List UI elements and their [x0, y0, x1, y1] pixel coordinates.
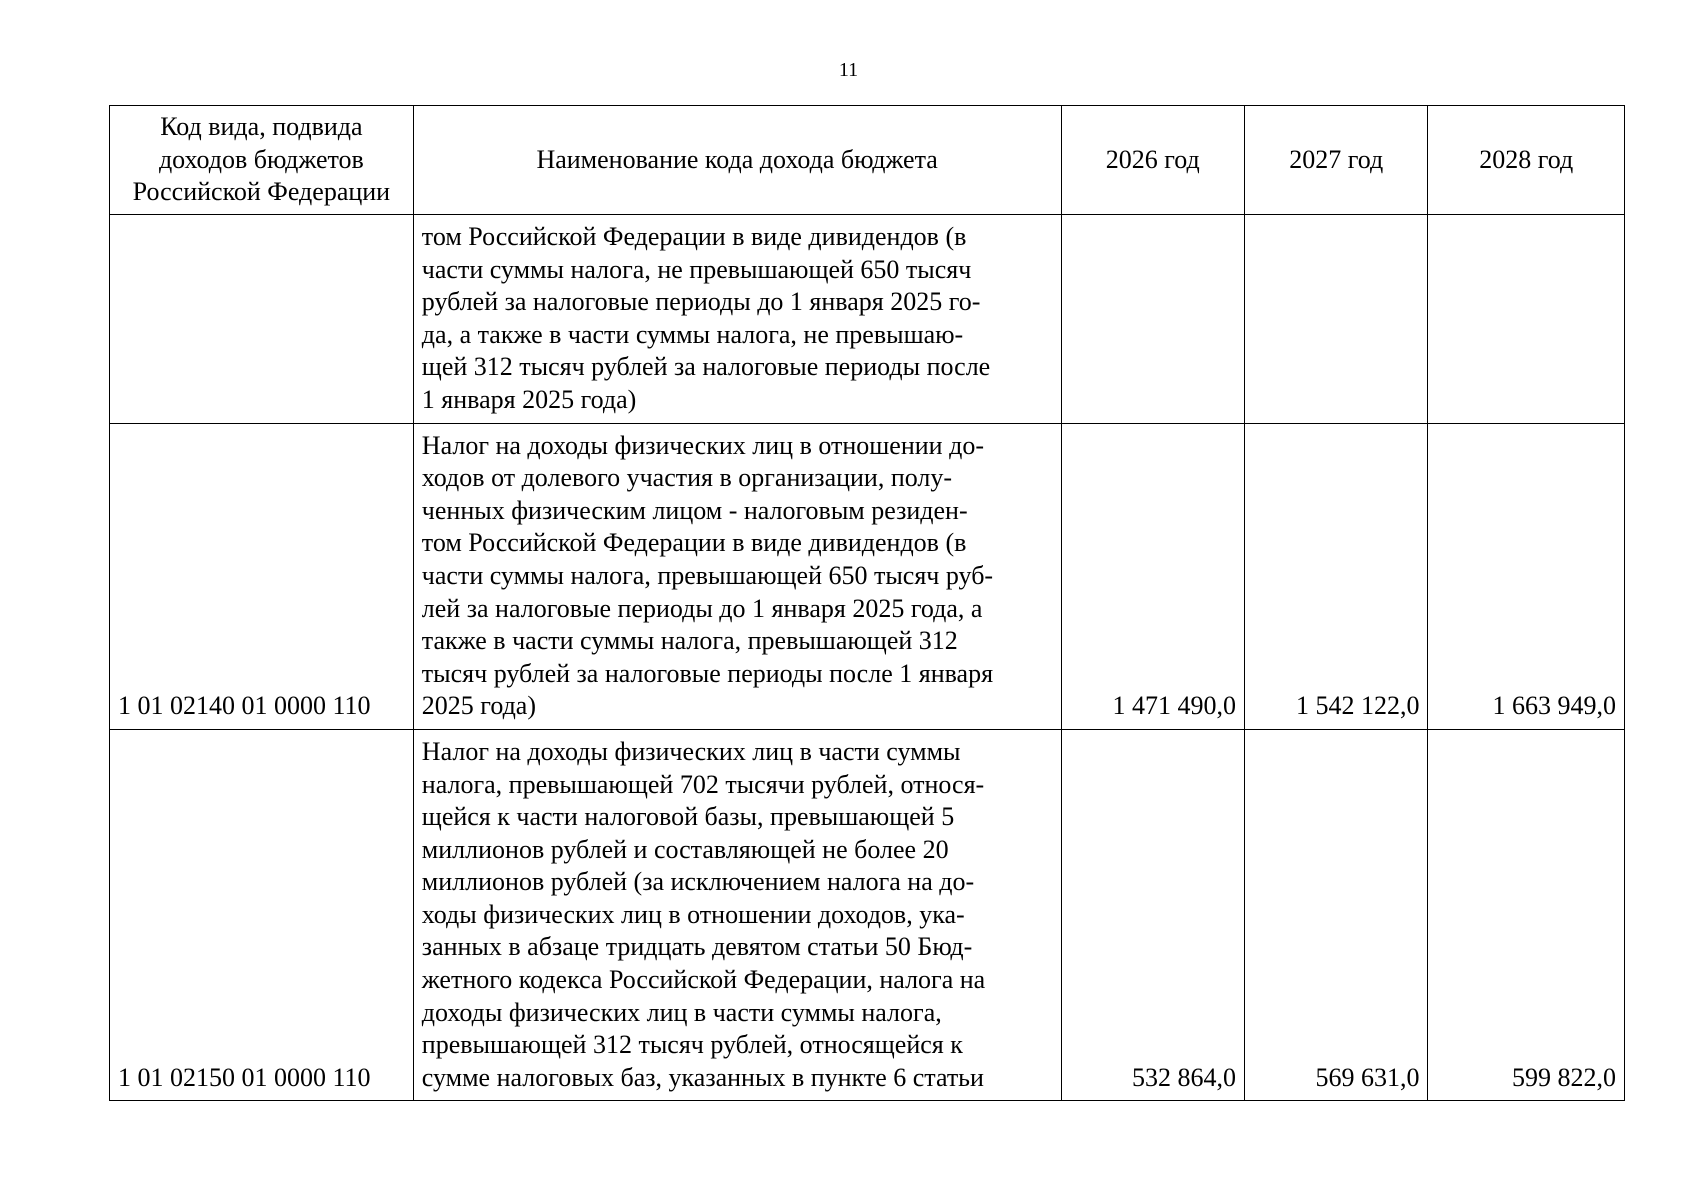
- row-name-cell: [413, 423, 1061, 729]
- row-name-cell: [413, 215, 1061, 424]
- row-name-line: том Российской Федерации в виде дивидендов (в: [421, 222, 967, 251]
- row-name-line: 1 января 2025 года): [421, 384, 637, 414]
- table-row: [110, 215, 1625, 424]
- row-name-line: 2025 года): [421, 691, 536, 721]
- row-code-cell: 1 01 02140 01 0000 110: [110, 423, 414, 729]
- row-name-line: да, а также в части суммы налога, не превышаю-: [421, 319, 964, 349]
- header-code-line-1: Код вида, подвида: [160, 112, 363, 142]
- row-name-line: щей 312 тысяч рублей за налоговые периоды после: [421, 352, 991, 382]
- table-row: [110, 423, 1625, 729]
- row-name-line: щейся к части налоговой базы, превышающей 5: [421, 802, 955, 832]
- page-number: 11: [838, 59, 859, 81]
- header-year-2028: 2028 год: [1428, 106, 1625, 215]
- row-name-cell: [413, 729, 1061, 1101]
- row-name-line: лей за налоговые периоды до 1 января 2025 года, а: [421, 593, 983, 623]
- row-name-line: превышающей 312 тысяч рублей, относящейся к: [421, 1030, 963, 1060]
- header-code-line-2: доходов бюджетов: [158, 144, 364, 174]
- table-row: [110, 729, 1625, 1101]
- row-amount-2026: 532 864,0: [1061, 729, 1244, 1101]
- header-year-2027: 2027 год: [1244, 106, 1427, 215]
- row-name-line: тысяч рублей за налоговые периоды после 1 января: [421, 658, 994, 688]
- row-name-line: ходов от долевого участия в организации, полу-: [421, 463, 953, 493]
- row-name-line: налога, превышающей 702 тысячи рублей, относя-: [421, 769, 985, 799]
- header-code: [110, 106, 414, 215]
- row-name-line: жетного кодекса Российской Федерации, налога на: [421, 965, 986, 995]
- row-name-line: Налог на доходы физических лиц в отношении до-: [421, 430, 984, 460]
- row-amount-2026: 1 471 490,0: [1061, 423, 1244, 729]
- row-code-cell: [110, 215, 414, 424]
- row-name-line: миллионов рублей и составляющей не более 20: [421, 834, 949, 864]
- row-amount-2026: [1061, 215, 1244, 424]
- row-name-line: том Российской Федерации в виде дивидендов (в: [421, 528, 967, 558]
- header-year-2026: 2026 год: [1061, 106, 1244, 215]
- row-name-line: рублей за налоговые периоды до 1 января 2025 го-: [421, 287, 981, 317]
- row-name-line: части суммы налога, превышающей 650 тысяч руб-: [421, 560, 994, 590]
- row-amount-2028: 1 663 949,0: [1428, 423, 1625, 729]
- row-amount-2028: [1428, 215, 1625, 424]
- budget-revenue-table: [109, 105, 1625, 1101]
- row-name-line: Налог на доходы физических лиц в части суммы: [421, 736, 961, 766]
- row-name-line: ченных физическим лицом - налоговым резиден-: [421, 495, 968, 525]
- row-amount-2027: 569 631,0: [1244, 729, 1427, 1101]
- table-header-row: [110, 106, 1625, 215]
- header-name: Наименование кода дохода бюджета: [413, 106, 1061, 215]
- row-amount-2027: 1 542 122,0: [1244, 423, 1427, 729]
- header-code-line-3: Российской Федерации: [132, 177, 391, 207]
- row-code-cell: 1 01 02150 01 0000 110: [110, 729, 414, 1101]
- row-name-line: занных в абзаце тридцать девятом статьи 50 Бюд-: [421, 932, 973, 962]
- row-name-line: ходы физических лиц в отношении доходов, ука-: [421, 899, 965, 929]
- row-amount-2027: [1244, 215, 1427, 424]
- row-amount-2028: 599 822,0: [1428, 729, 1625, 1101]
- row-name-line: сумме налоговых баз, указанных в пункте 6 статьи: [421, 1062, 984, 1092]
- row-name-line: части суммы налога, не превышающей 650 тысяч: [421, 254, 972, 284]
- row-name-line: доходы физических лиц в части суммы налога,: [421, 997, 942, 1027]
- row-name-line: также в части суммы налога, превышающей 312: [421, 626, 958, 656]
- row-name-line: миллионов рублей (за исключением налога на до-: [421, 867, 975, 897]
